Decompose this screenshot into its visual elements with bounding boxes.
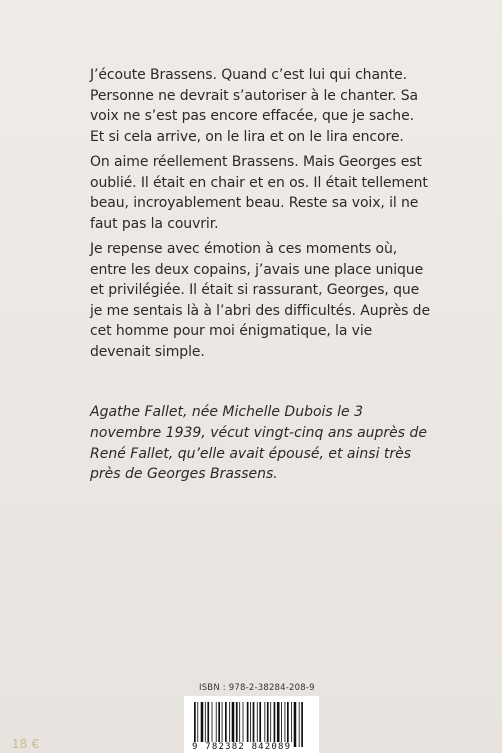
author-bio: Agathe Fallet, née Michelle Dubois le 3 novembre 1939, vécut vingt-cinq ans auprès de René Fallet, qu’elle avait épousé, et ainsi très près de Georges Brassens.	[90, 404, 428, 483]
barcode-bar	[205, 702, 206, 747]
barcode-bar	[201, 702, 204, 747]
barcode-number: 9 782382 842089	[192, 742, 292, 752]
blurb-paragraph-3: Je repense avec émotion à ces moments où, entre les deux copains, j’avais une place unique et privilégiée. Il était si rassurant, Georges, que je me sentais là à l’abri des difficultés. Auprès de cet homme pour moi énigmatique, la vie devenait simple.	[90, 241, 430, 360]
price-label: 18 €	[12, 736, 40, 751]
barcode-icon	[192, 702, 311, 747]
barcode-bar	[197, 702, 198, 747]
barcode-bar	[281, 702, 282, 747]
barcode-bar	[207, 702, 209, 747]
barcode-bar	[253, 702, 255, 747]
barcode-bar	[270, 702, 271, 747]
barcode-bar	[277, 702, 280, 747]
blurb-paragraph-2: On aime réellement Brassens. Mais Georges est oublié. Il était en chair et en os. Il était tellement beau, incroyablement beau. Reste sa voix, il ne faut pas la couvrir.	[90, 154, 428, 232]
barcode-bar	[239, 702, 240, 747]
barcode-bar	[285, 702, 286, 747]
barcode-bar	[274, 702, 276, 747]
barcode-bar	[216, 702, 217, 747]
barcode-bar	[291, 702, 292, 747]
barcode-bar	[247, 702, 249, 747]
barcode-bar	[287, 702, 289, 747]
barcode-bar	[250, 702, 251, 747]
barcode-bar	[299, 702, 300, 747]
barcode-bar	[301, 702, 303, 747]
barcode-bar	[243, 702, 244, 747]
barcode-bar	[218, 702, 220, 747]
barcode-bar	[294, 702, 297, 747]
barcode-bar	[222, 702, 223, 747]
blurb-paragraph-1: J’écoute Brassens. Quand c’est lui qui chante. Personne ne devrait s’autoriser à le chanter. Sa voix ne s’est pas encore effacée, que je sache. Et si cela arrive, on le lira et on le lira encore.	[90, 67, 419, 145]
barcode-bar	[225, 702, 227, 747]
barcode-bar	[232, 702, 235, 747]
barcode-bar	[236, 702, 238, 747]
blurb-text	[90, 65, 432, 362]
barcode-bar	[259, 702, 261, 747]
isbn-label: ISBN : 978-2-38284-208-9	[199, 683, 315, 693]
barcode-bar	[212, 702, 213, 747]
barcode-bar	[267, 702, 269, 747]
barcode-bar	[264, 702, 265, 747]
barcode-bar	[229, 702, 230, 747]
barcode-bar	[257, 702, 258, 747]
barcode-bar	[194, 702, 196, 747]
